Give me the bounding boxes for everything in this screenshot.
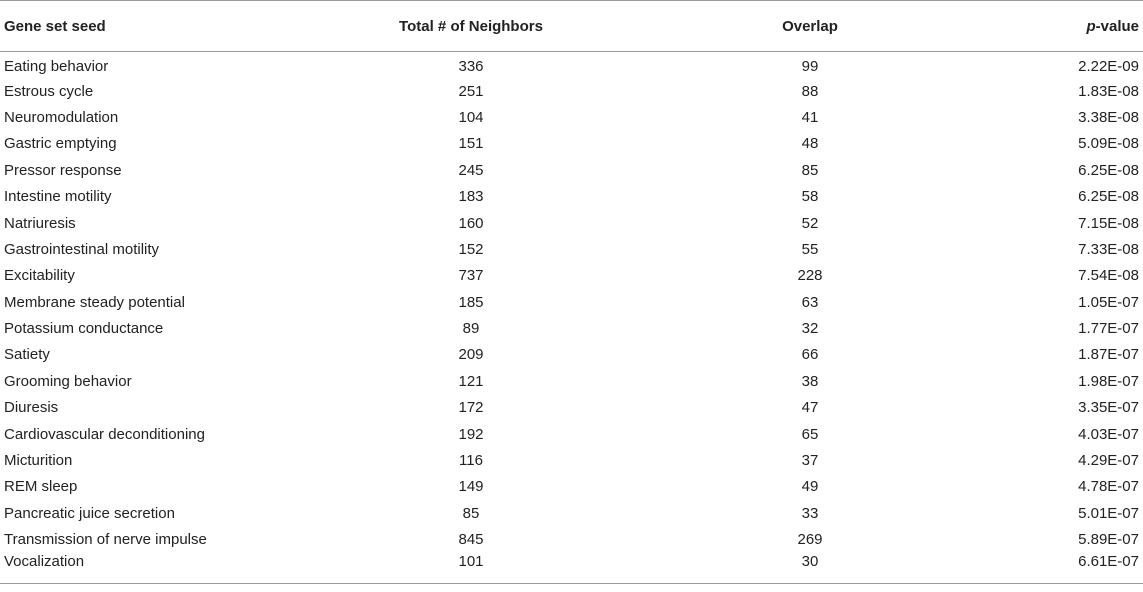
cell-gene-set-seed: Micturition <box>4 452 73 470</box>
cell-overlap: 85 <box>801 161 819 179</box>
cell-p-value: 7.15E-08 <box>1078 214 1139 232</box>
cell-gene-set-seed: Transmission of nerve impulse <box>4 531 207 549</box>
cell-total-neighbors: 160 <box>458 214 484 232</box>
cell-total-neighbors: 121 <box>458 372 484 390</box>
cell-overlap: 33 <box>801 504 819 522</box>
cell-p-value: 7.54E-08 <box>1078 267 1139 285</box>
table-row <box>0 315 1143 341</box>
header-p-value-suffix: -value <box>1095 17 1139 35</box>
cell-total-neighbors: 245 <box>458 161 484 179</box>
table-row <box>0 421 1143 447</box>
cell-total-neighbors: 152 <box>458 240 484 258</box>
table-row <box>0 500 1143 526</box>
cell-p-value: 2.22E-09 <box>1078 58 1139 76</box>
cell-p-value: 1.05E-07 <box>1078 293 1139 311</box>
cell-gene-set-seed: REM sleep <box>4 478 78 496</box>
cell-p-value: 1.98E-07 <box>1078 372 1139 390</box>
cell-overlap: 38 <box>801 372 819 390</box>
cell-p-value: 4.03E-07 <box>1078 425 1139 443</box>
cell-gene-set-seed: Vocalization <box>0 553 330 584</box>
table-row <box>0 183 1143 209</box>
cell-gene-set-seed: Intestine motility <box>4 188 112 206</box>
table-row <box>0 289 1143 315</box>
cell-total-neighbors: 89 <box>462 320 480 338</box>
cell-total-neighbors: 209 <box>458 346 484 364</box>
table-header <box>0 1 1143 52</box>
cell-p-value: 3.35E-07 <box>1078 399 1139 417</box>
header-row <box>0 1 1143 52</box>
cell-total-neighbors: 737 <box>458 267 484 285</box>
cell-overlap: 65 <box>801 425 819 443</box>
cell-total-neighbors: 149 <box>458 478 484 496</box>
cell-overlap: 66 <box>801 346 819 364</box>
cell-overlap: 52 <box>801 214 819 232</box>
cell-p-value: 5.01E-07 <box>1078 504 1139 522</box>
cell-gene-set-seed: Potassium conductance <box>4 320 164 338</box>
cell-gene-set-seed: Neuromodulation <box>4 108 119 126</box>
cell-p-value: 5.09E-08 <box>1078 135 1139 153</box>
cell-gene-set-seed: Pressor response <box>4 161 122 179</box>
cell-p-value: 4.78E-07 <box>1078 478 1139 496</box>
table-row <box>0 368 1143 394</box>
cell-gene-set-seed: Eating behavior <box>4 58 109 76</box>
cell-total-neighbors: 104 <box>458 108 484 126</box>
cell-overlap: 58 <box>801 188 819 206</box>
cell-total-neighbors: 151 <box>458 135 484 153</box>
cell-total-neighbors: 185 <box>458 293 484 311</box>
table-row <box>0 474 1143 500</box>
header-overlap: Overlap <box>612 1 1008 52</box>
cell-overlap: 32 <box>801 320 819 338</box>
table-row <box>0 236 1143 262</box>
cell-gene-set-seed: Gastrointestinal motility <box>4 240 160 258</box>
table-row <box>0 527 1143 553</box>
header-gene-set-seed: Gene set seed <box>0 1 330 52</box>
cell-gene-set-seed: Excitability <box>4 267 75 285</box>
table-body <box>0 52 1143 584</box>
cell-p-value: 7.33E-08 <box>1078 240 1139 258</box>
table-row <box>0 263 1143 289</box>
cell-overlap: 228 <box>797 267 823 285</box>
cell-p-value: 5.89E-07 <box>1078 531 1139 549</box>
cell-gene-set-seed: Pancreatic juice secretion <box>4 504 175 522</box>
table-row <box>0 78 1143 104</box>
cell-gene-set-seed: Gastric emptying <box>4 135 117 153</box>
cell-p-value: 1.87E-07 <box>1078 346 1139 364</box>
cell-gene-set-seed: Cardiovascular deconditioning <box>4 425 205 443</box>
table-row <box>0 52 1143 78</box>
table-row <box>0 395 1143 421</box>
cell-gene-set-seed: Grooming behavior <box>4 372 132 390</box>
cell-total-neighbors: 192 <box>458 425 484 443</box>
cell-gene-set-seed: Estrous cycle <box>4 82 94 100</box>
cell-overlap: 30 <box>612 553 1008 584</box>
cell-p-value: 6.25E-08 <box>1078 188 1139 206</box>
cell-total-neighbors: 101 <box>330 553 612 584</box>
cell-overlap: 269 <box>797 531 823 549</box>
cell-gene-set-seed: Satiety <box>4 346 50 364</box>
cell-overlap: 37 <box>801 452 819 470</box>
cell-gene-set-seed: Natriuresis <box>4 214 76 232</box>
cell-p-value: 6.61E-07 <box>1008 553 1143 584</box>
table-row <box>0 131 1143 157</box>
cell-overlap: 88 <box>801 82 819 100</box>
cell-overlap: 55 <box>801 240 819 258</box>
table-row <box>0 104 1143 130</box>
header-p-value-italic: p <box>1086 17 1096 35</box>
cell-total-neighbors: 183 <box>458 188 484 206</box>
cell-overlap: 49 <box>801 478 819 496</box>
cell-p-value: 1.83E-08 <box>1078 82 1139 100</box>
cell-total-neighbors: 116 <box>459 452 483 470</box>
cell-total-neighbors: 845 <box>458 531 484 549</box>
cell-gene-set-seed: Diuresis <box>4 399 59 417</box>
cell-p-value: 1.77E-07 <box>1078 320 1139 338</box>
cell-total-neighbors: 172 <box>458 399 484 417</box>
cell-p-value: 4.29E-07 <box>1078 452 1139 470</box>
table-row <box>0 157 1143 183</box>
header-total-neighbors: Total # of Neighbors <box>330 1 612 52</box>
table-row <box>0 553 1143 584</box>
cell-p-value: 6.25E-08 <box>1078 161 1139 179</box>
cell-overlap: 41 <box>801 108 819 126</box>
cell-p-value: 3.38E-08 <box>1078 108 1139 126</box>
cell-overlap: 48 <box>801 135 819 153</box>
cell-gene-set-seed: Membrane steady potential <box>4 293 185 311</box>
cell-overlap: 99 <box>801 58 819 76</box>
cell-overlap: 47 <box>801 399 819 417</box>
table-row <box>0 210 1143 236</box>
cell-total-neighbors: 336 <box>458 58 484 76</box>
table-row <box>0 342 1143 368</box>
cell-overlap: 63 <box>801 293 819 311</box>
header-p-value <box>1008 1 1143 52</box>
cell-total-neighbors: 251 <box>458 82 484 100</box>
table-row <box>0 447 1143 473</box>
cell-total-neighbors: 85 <box>462 504 480 522</box>
